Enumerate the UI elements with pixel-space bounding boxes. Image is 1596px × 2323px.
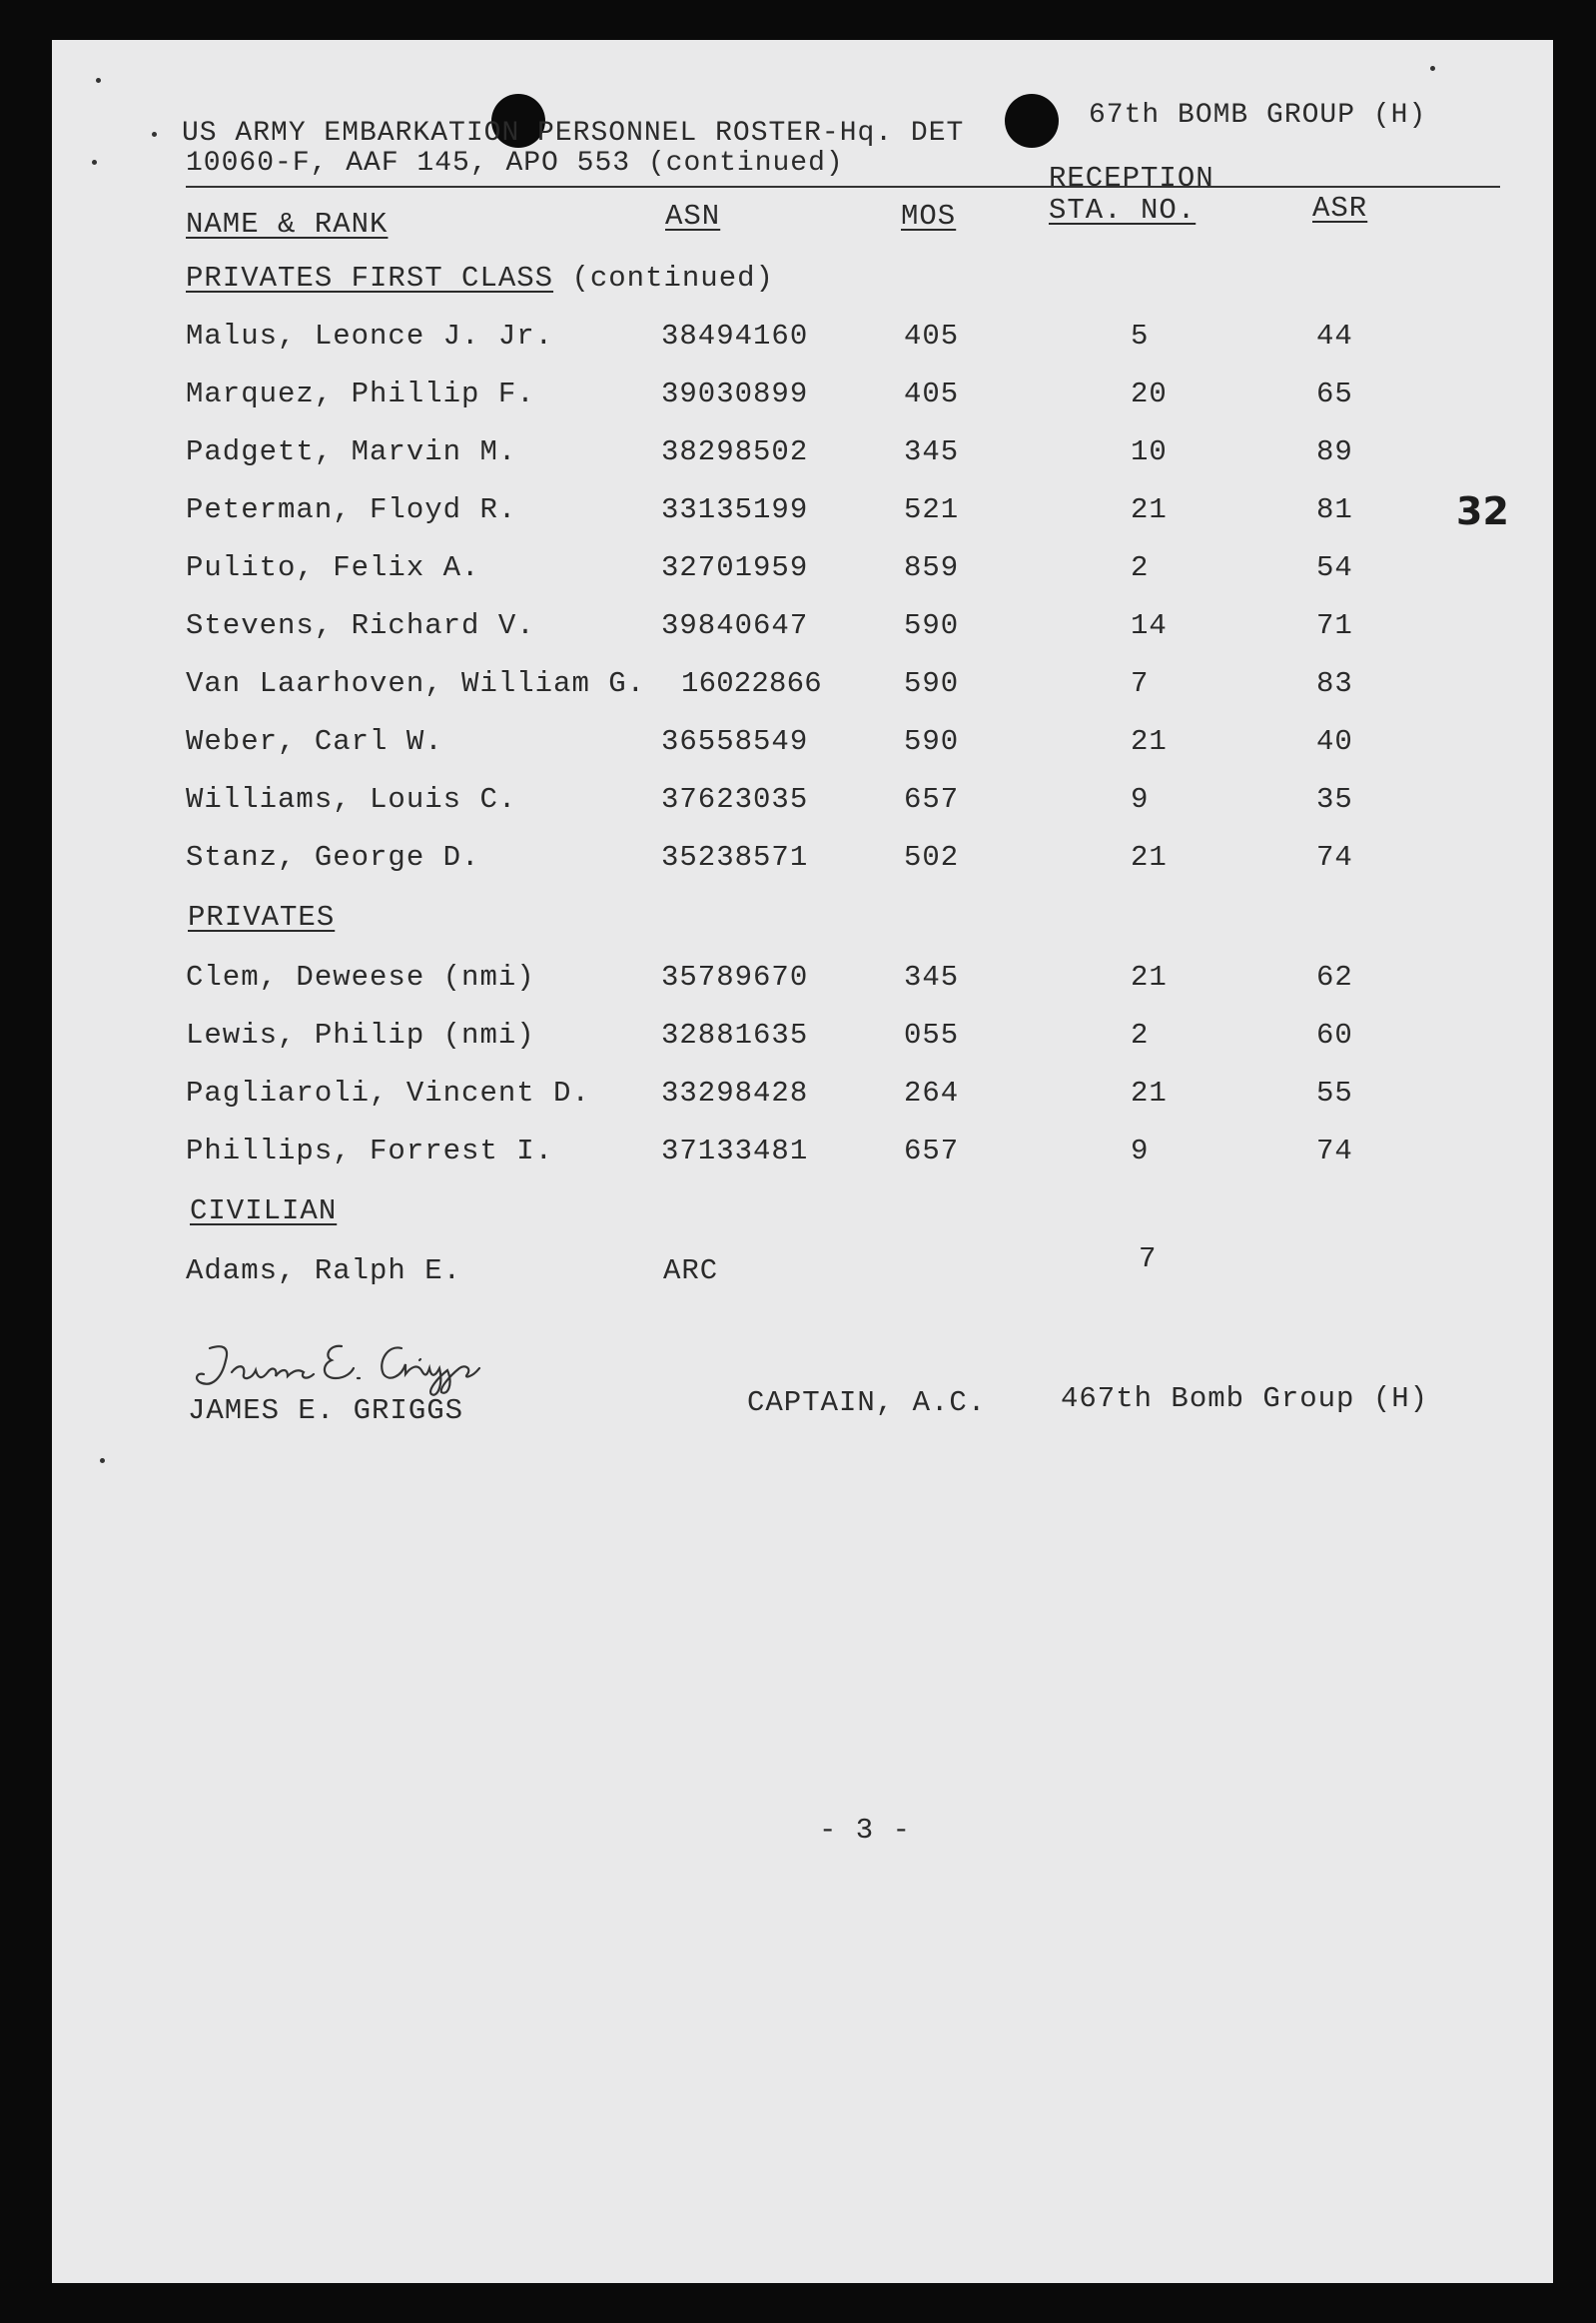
cell-mos: 590 [904,609,960,642]
signer-rank: CAPTAIN, A.C. [747,1386,987,1419]
col-asr: ASR [1312,192,1368,225]
cell-asr: 71 [1316,609,1353,642]
col-mos: MOS [901,200,957,233]
cell-mos: 657 [904,1135,960,1167]
cell-asn: 35789670 [661,961,809,994]
cell-sta: 7 [1131,667,1150,700]
table-row [52,667,1553,707]
cell-mos: 345 [904,961,960,994]
stray-mark [1430,66,1435,71]
cell-asr: 44 [1316,320,1353,353]
cell-mos: 859 [904,551,960,584]
cell-name: Peterman, Floyd R. [186,493,517,526]
stray-mark [100,1458,105,1463]
cell-asr: 40 [1316,725,1353,758]
cell-name: Williams, Louis C. [186,783,517,816]
roster-title-line1 [182,118,964,149]
table-row [52,1077,1553,1117]
cell-sta: 21 [1131,1077,1168,1110]
cell-sta: 21 [1131,493,1168,526]
cell-asn: ARC [663,1254,719,1287]
cell-asn: 36558549 [661,725,809,758]
cell-name: Pulito, Felix A. [186,551,480,584]
cell-sta: 21 [1131,961,1168,994]
cell-sta: 21 [1131,725,1168,758]
cell-asn: 33135199 [661,493,809,526]
table-row [52,609,1553,649]
cell-sta: 5 [1131,320,1150,353]
table-row [52,493,1553,533]
section-pfc-continued: (continued) [571,262,774,295]
table-row [52,551,1553,591]
col-reception-line2: STA. NO. [1049,194,1197,227]
cell-asr: 74 [1316,1135,1353,1167]
cell-asr: 83 [1316,667,1353,700]
cell-name: Stanz, George D. [186,841,480,874]
cell-sta: 9 [1131,1135,1150,1167]
page-number: - 3 - [819,1814,912,1847]
stamped-page-number: 32 [1456,489,1509,533]
cell-asn: 39030899 [661,378,809,410]
header-underline [186,186,1500,188]
cell-asr: 35 [1316,783,1353,816]
table-row [52,841,1553,881]
cell-asn: 37623035 [661,783,809,816]
section-civilian-heading: CIVILIAN [190,1194,338,1227]
cell-mos: 405 [904,320,960,353]
table-row [52,435,1553,475]
cell-name: Van Laarhoven, William G. [186,667,646,700]
signer-name: JAMES E. GRIGGS [188,1394,464,1427]
cell-asn: 38298502 [661,435,809,468]
cell-name: Marquez, Phillip F. [186,378,535,410]
cell-mos: 055 [904,1019,960,1052]
cell-asr: 81 [1316,493,1353,526]
cell-sta: 9 [1131,783,1150,816]
cell-sta: 14 [1131,609,1168,642]
cell-asr: 89 [1316,435,1353,468]
table-row [52,961,1553,1001]
cell-asr: 54 [1316,551,1353,584]
cell-name: Padgett, Marvin M. [186,435,517,468]
table-row [52,1019,1553,1059]
cell-mos: 590 [904,725,960,758]
cell-mos: 521 [904,493,960,526]
cell-name: Lewis, Philip (nmi) [186,1019,535,1052]
cell-asn: 37133481 [661,1135,809,1167]
cell-name: Malus, Leonce J. Jr. [186,320,554,353]
section-pfc [186,262,774,295]
cell-sta: 21 [1131,841,1168,874]
stray-mark [92,160,97,165]
cell-name: Adams, Ralph E. [186,1254,462,1287]
cell-mos: 345 [904,435,960,468]
cell-sta: 20 [1131,378,1168,410]
cell-asn: 32701959 [661,551,809,584]
roster-title-right: 67th BOMB GROUP (H) [1089,100,1427,131]
table-row [52,783,1553,823]
cell-name: Pagliaroli, Vincent D. [186,1077,590,1110]
roster-page [52,40,1553,2283]
punch-hole-right [1005,94,1059,148]
cell-name: Weber, Carl W. [186,725,443,758]
cell-sta: 2 [1131,1019,1150,1052]
cell-asn: 38494160 [661,320,809,353]
cell-mos: 657 [904,783,960,816]
cell-sta: 2 [1131,551,1150,584]
cell-asn: 39840647 [661,609,809,642]
cell-asr: 55 [1316,1077,1353,1110]
cell-name: Stevens, Richard V. [186,609,535,642]
handwritten-signature [192,1338,571,1398]
cell-asn: 33298428 [661,1077,809,1110]
col-name-rank: NAME & RANK [186,208,389,241]
cell-name: Clem, Deweese (nmi) [186,961,535,994]
table-row [52,378,1553,417]
cell-mos: 264 [904,1077,960,1110]
cell-asn: 35238571 [661,841,809,874]
roster-title-left: US ARMY EMBARKATION PERSONNEL ROSTER-Hq. DET [182,118,965,149]
col-asn: ASN [665,200,721,233]
stray-mark [96,78,101,83]
cell-name: Phillips, Forrest I. [186,1135,554,1167]
section-privates-heading: PRIVATES [188,901,336,934]
roster-title-line2: 10060-F, AAF 145, APO 553 (continued) [186,148,844,179]
cell-mos: 405 [904,378,960,410]
stray-mark [152,132,157,137]
signer-unit: 467th Bomb Group (H) [1061,1382,1429,1415]
cell-sta: 7 [1139,1242,1158,1275]
cell-asr: 60 [1316,1019,1353,1052]
cell-asn: 32881635 [661,1019,809,1052]
section-pfc-heading: PRIVATES FIRST CLASS [186,262,554,295]
table-row [52,1242,1553,1294]
table-row [52,1135,1553,1174]
cell-asr: 62 [1316,961,1353,994]
cell-sta: 10 [1131,435,1168,468]
cell-mos: 590 [904,667,960,700]
cell-mos: 502 [904,841,960,874]
cell-asn: 16022866 [681,667,822,700]
col-reception-line1: RECEPTION [1049,162,1214,195]
cell-asr: 65 [1316,378,1353,410]
cell-asr: 74 [1316,841,1353,874]
table-row [52,320,1553,360]
table-row [52,725,1553,765]
